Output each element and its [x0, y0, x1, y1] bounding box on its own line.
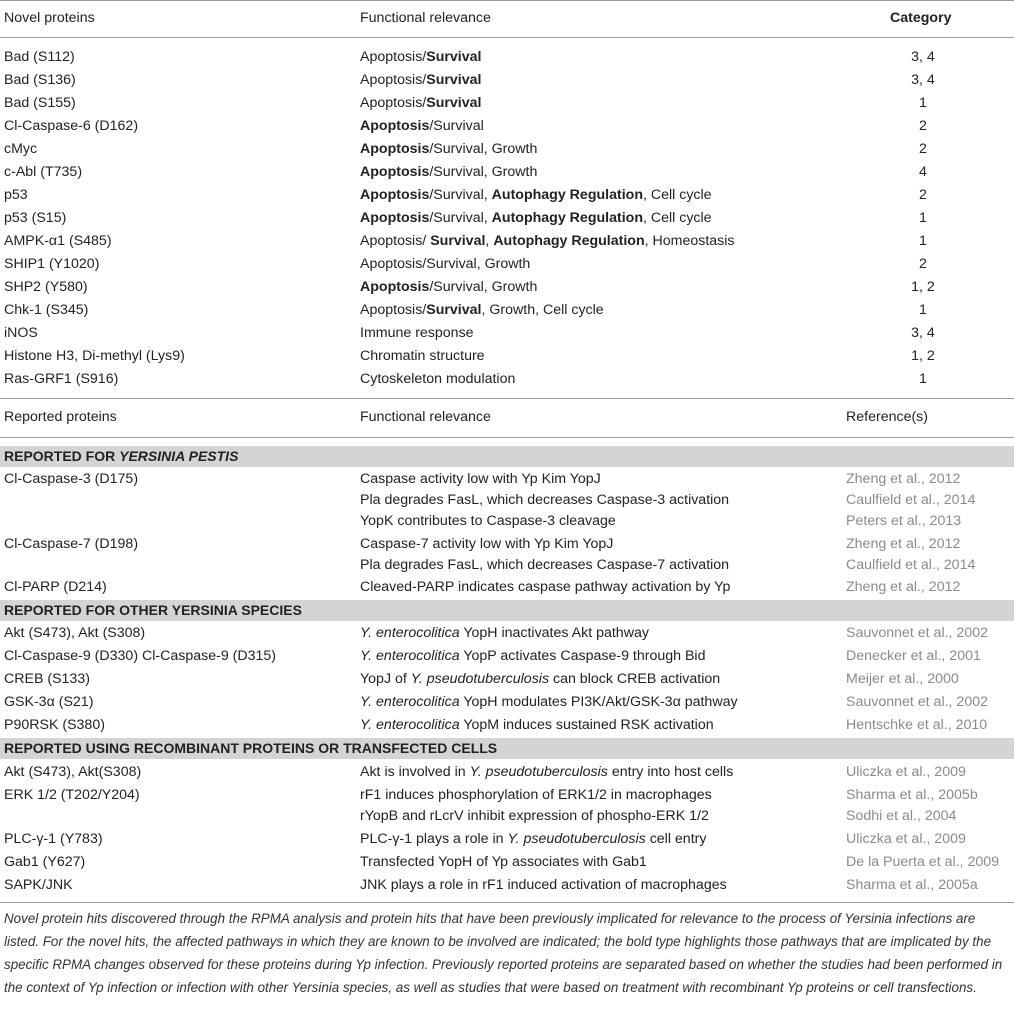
category: 2: [919, 118, 927, 134]
protein-name: P90RSK (S380): [4, 717, 105, 733]
category: 1, 2: [911, 279, 935, 295]
reference: Meijer et al., 2000: [846, 671, 959, 687]
functional-relevance: Apoptosis/Survival, Autophagy Regulation, Cell cycle: [360, 210, 712, 226]
functional-relevance: Transfected YopH of Yp associates with Gab1: [360, 854, 647, 870]
category: 1: [919, 95, 927, 111]
functional-relevance: Apoptosis/Survival, Growth: [360, 141, 538, 157]
functional-relevance: Apoptosis/ Survival, Autophagy Regulation, Homeostasis: [360, 233, 735, 249]
functional-relevance: Apoptosis/Survival, Growth, Cell cycle: [360, 302, 604, 318]
functional-relevance: PLC-γ-1 plays a role in Y. pseudotuberculosis cell entry: [360, 831, 707, 847]
category: 4: [919, 164, 927, 180]
reference: Sodhi et al., 2004: [846, 808, 957, 824]
table-row: [0, 161, 1014, 184]
protein-name: Akt (S473), Akt(S308): [4, 764, 142, 780]
reference: De la Puerta et al., 2009: [846, 854, 1000, 870]
section-title: REPORTED FOR OTHER YERSINIA SPECIES: [4, 602, 302, 618]
reported-header-protein: Reported proteins: [4, 409, 117, 425]
table-row: [0, 92, 1014, 115]
reference: Sauvonnet et al., 2002: [846, 694, 988, 710]
reference: Sharma et al., 2005b: [846, 787, 978, 803]
reference: Caulfield et al., 2014: [846, 557, 976, 573]
functional-relevance: Apoptosis/Survival, Growth: [360, 164, 538, 180]
protein-name: Akt (S473), Akt (S308): [4, 625, 146, 641]
protein-name: Chk-1 (S345): [4, 302, 89, 318]
reported-header-rule: [0, 437, 1014, 438]
section-title: REPORTED USING RECOMBINANT PROTEINS OR TRANSFECTED CELLS: [4, 740, 498, 756]
functional-relevance: Akt is involved in Y. pseudotuberculosis entry into host cells: [360, 764, 734, 780]
protein-name: Cl-Caspase-9 (D330) Cl-Caspase-9 (D315): [4, 648, 277, 664]
top-rule: [0, 0, 1014, 1]
functional-relevance: Apoptosis/Survival: [360, 72, 482, 88]
protein-name: CREB (S133): [4, 671, 90, 687]
protein-name: Ras-GRF1 (S916): [4, 371, 119, 387]
protein-name: Cl-Caspase-6 (D162): [4, 118, 139, 134]
protein-name: SAPK/JNK: [4, 877, 73, 893]
table-caption: Novel protein hits discovered through the RPMA analysis and protein hits that have been previously implicated for relevance to the process of Yersinia infections are listed. For the novel hits, the affected pathways in which they are known to be involved are indicated; the bold type highlights those pathways that are implicated by the specific RPMA changes observed for these proteins during Yp infection. Previously reported proteins are separated based on whether the studies had been performed in the context of Yp infection or infection with other Yersinia species, as well as studies that were based on treatment with recombinant Yp proteins or cell transfections.: [4, 911, 1003, 995]
protein-name: p53: [4, 187, 28, 203]
table-row: [0, 322, 1014, 345]
category: 2: [919, 256, 927, 272]
category: 1, 2: [911, 348, 935, 364]
table-row: [0, 691, 1014, 714]
table-row: [0, 368, 1014, 391]
protein-name: SHP2 (Y580): [4, 279, 88, 295]
protein-name: Cl-PARP (D214): [4, 579, 107, 595]
functional-relevance: Y. enterocolitica YopM induces sustained RSK activation: [360, 717, 714, 733]
reference: Zheng et al., 2012: [846, 579, 961, 595]
reference: Denecker et al., 2001: [846, 648, 981, 664]
novel-header-function: Functional relevance: [360, 10, 491, 26]
category: 1: [919, 302, 927, 318]
category: 3, 4: [911, 49, 935, 65]
section-heading-recombinant: [0, 738, 1014, 759]
reference: Sauvonnet et al., 2002: [846, 625, 988, 641]
category: 1: [919, 233, 927, 249]
functional-relevance: Caspase activity low with Yp Kim YopJ: [360, 471, 601, 487]
functional-relevance: Pla degrades FasL, which decreases Caspase-3 activation: [360, 492, 730, 508]
table-row: [0, 576, 1014, 599]
reference: Hentschke et al., 2010: [846, 717, 988, 733]
protein-name: c-Abl (T735): [4, 164, 83, 180]
section-title: REPORTED FOR YERSINIA PESTIS: [4, 448, 239, 464]
protein-name: AMPK-α1 (S485): [4, 233, 112, 249]
protein-name: PLC-γ-1 (Y783): [4, 831, 103, 847]
reported-header-reference: Reference(s): [846, 409, 929, 425]
protein-name: Cl-Caspase-7 (D198): [4, 536, 139, 552]
reference: Zheng et al., 2012: [846, 536, 961, 552]
novel-header-rule: [0, 37, 1014, 38]
category: 2: [919, 141, 927, 157]
reference: Caulfield et al., 2014: [846, 492, 976, 508]
table-row: [0, 828, 1014, 851]
table-row: [0, 230, 1014, 253]
functional-relevance: YopJ of Y. pseudotuberculosis can block CREB activation: [360, 671, 721, 687]
novel-bottom-rule: [0, 398, 1014, 399]
functional-relevance: Immune response: [360, 325, 474, 341]
table-row: [0, 138, 1014, 161]
table-row: [0, 645, 1014, 668]
category: 3, 4: [911, 325, 935, 341]
functional-relevance: Apoptosis/Survival: [360, 49, 482, 65]
novel-header-protein: Novel proteins: [4, 10, 95, 26]
section-heading-yersinia-pestis: [0, 446, 1014, 467]
functional-relevance: Apoptosis/Survival, Autophagy Regulation, Cell cycle: [360, 187, 712, 203]
functional-relevance: Y. enterocolitica YopP activates Caspase-9 through Bid: [360, 648, 706, 664]
table-row: [0, 207, 1014, 230]
category: 1: [919, 210, 927, 226]
table-row: [0, 184, 1014, 207]
protein-name: Cl-Caspase-3 (D175): [4, 471, 139, 487]
reference: Uliczka et al., 2009: [846, 831, 966, 847]
section-heading-other-yersinia: [0, 600, 1014, 621]
functional-relevance: Pla degrades FasL, which decreases Caspase-7 activation: [360, 557, 730, 573]
protein-name: GSK-3α (S21): [4, 694, 94, 710]
functional-relevance: Apoptosis/Survival: [360, 95, 482, 111]
reference: Zheng et al., 2012: [846, 471, 961, 487]
functional-relevance: rYopB and rLcrV inhibit expression of phospho-ERK 1/2: [360, 808, 709, 824]
protein-name: SHIP1 (Y1020): [4, 256, 100, 272]
reference: Sharma et al., 2005a: [846, 877, 978, 893]
functional-relevance: Y. enterocolitica YopH inactivates Akt pathway: [360, 625, 649, 641]
table-row: [0, 299, 1014, 322]
table-row: [0, 69, 1014, 92]
table-row: [0, 46, 1014, 69]
protein-name: Bad (S136): [4, 72, 76, 88]
table-row: [0, 510, 1014, 533]
protein-name: cMyc: [4, 141, 38, 157]
table-row: [0, 784, 1014, 807]
table-row: [0, 805, 1014, 828]
functional-relevance: Chromatin structure: [360, 348, 485, 364]
category: 2: [919, 187, 927, 203]
table-row: [0, 668, 1014, 691]
category: 3, 4: [911, 72, 935, 88]
novel-header-category: Category: [890, 10, 952, 26]
table-row: [0, 489, 1014, 512]
reported-header-row: [0, 406, 1014, 429]
reported-header-function: Functional relevance: [360, 409, 491, 425]
table-row: [0, 874, 1014, 897]
table-bottom-rule: [0, 902, 1014, 903]
table-row: [0, 622, 1014, 645]
protein-name: iNOS: [4, 325, 38, 341]
protein-name: ERK 1/2 (T202/Y204): [4, 787, 140, 803]
table-row: [0, 761, 1014, 784]
reference: Uliczka et al., 2009: [846, 764, 966, 780]
functional-relevance: Cytoskeleton modulation: [360, 371, 516, 387]
functional-relevance: rF1 induces phosphorylation of ERK1/2 in macrophages: [360, 787, 712, 803]
table-row: [0, 276, 1014, 299]
functional-relevance: YopK contributes to Caspase-3 cleavage: [360, 513, 616, 529]
functional-relevance: Apoptosis/Survival: [360, 118, 484, 134]
table-row: [0, 533, 1014, 556]
protein-name: Histone H3, Di-methyl (Lys9): [4, 348, 185, 364]
table-row: [0, 115, 1014, 138]
novel-header-row: [0, 7, 1014, 30]
table-row: [0, 253, 1014, 276]
functional-relevance: JNK plays a role in rF1 induced activation of macrophages: [360, 877, 727, 893]
functional-relevance: Y. enterocolitica YopH modulates PI3K/Akt/GSK-3α pathway: [360, 694, 738, 710]
functional-relevance: Caspase-7 activity low with Yp Kim YopJ: [360, 536, 614, 552]
table-row: [0, 468, 1014, 491]
functional-relevance: Apoptosis/Survival, Growth: [360, 256, 531, 272]
table-row: [0, 345, 1014, 368]
category: 1: [919, 371, 927, 387]
protein-name: Bad (S155): [4, 95, 76, 111]
protein-name: Gab1 (Y627): [4, 854, 86, 870]
table-row: [0, 554, 1014, 577]
functional-relevance: Apoptosis/Survival, Growth: [360, 279, 538, 295]
table-row: [0, 851, 1014, 874]
table-row: [0, 714, 1014, 737]
protein-name: Bad (S112): [4, 49, 75, 65]
functional-relevance: Cleaved-PARP indicates caspase pathway activation by Yp: [360, 579, 731, 595]
reference: Peters et al., 2013: [846, 513, 962, 529]
protein-name: p53 (S15): [4, 210, 67, 226]
